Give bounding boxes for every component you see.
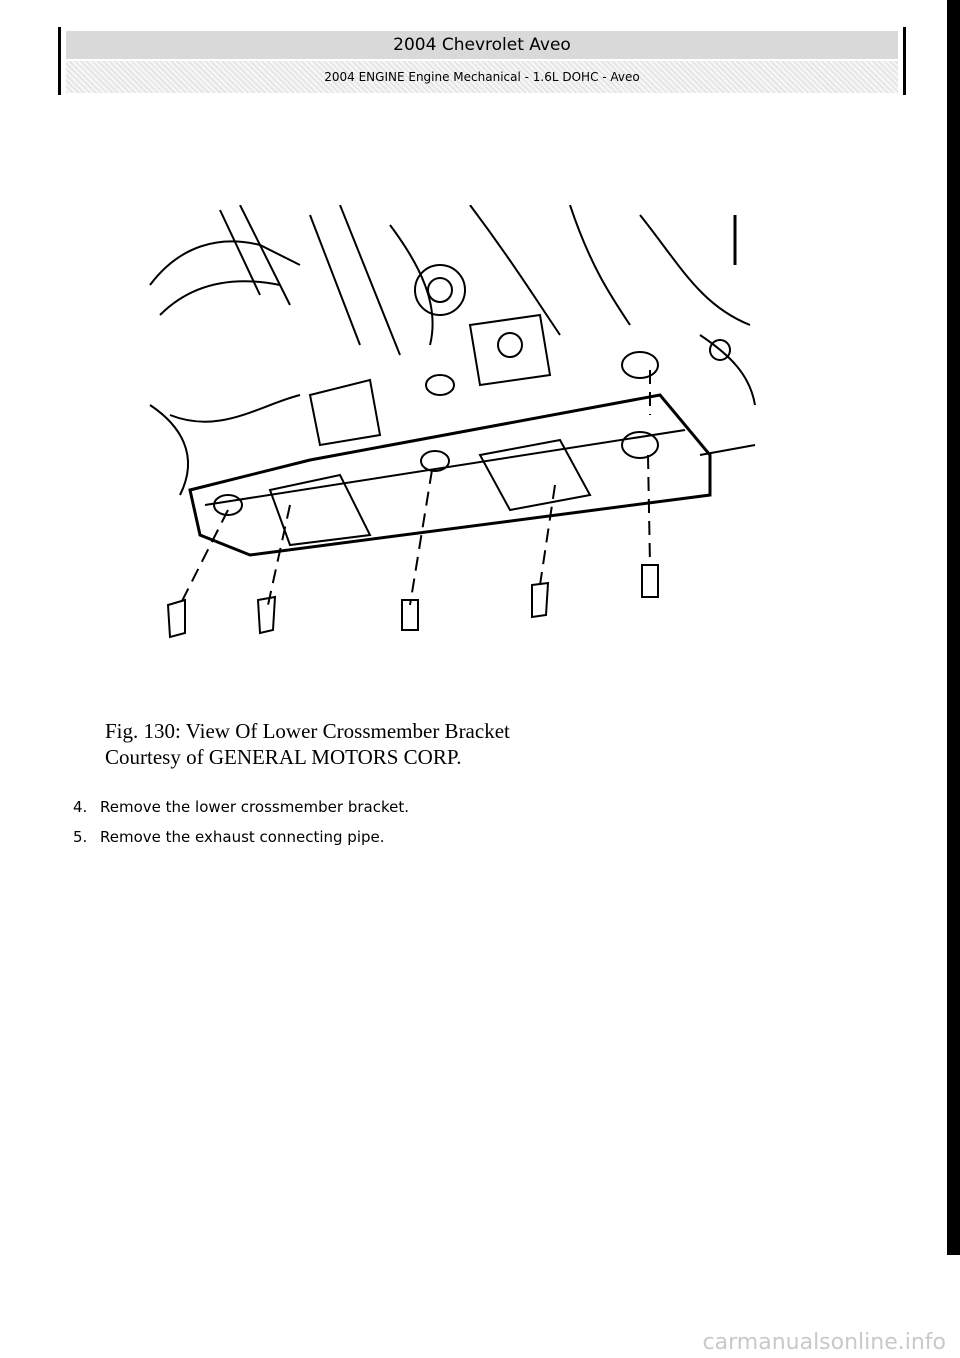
- figure-caption: [105, 718, 510, 770]
- step-item: [73, 792, 409, 822]
- step-text: Remove the exhaust connecting pipe.: [100, 828, 385, 846]
- header-right-rule: [903, 27, 906, 95]
- footer-watermark: carmanualsonline.info: [702, 1330, 946, 1355]
- page-header: [58, 27, 906, 95]
- header-title: 2004 Chevrolet Aveo: [66, 31, 898, 59]
- header-subtitle: 2004 ENGINE Engine Mechanical - 1.6L DOHC - Aveo: [66, 61, 898, 93]
- procedure-steps: [73, 792, 409, 852]
- header-left-rule: [58, 27, 61, 95]
- step-number: 4.: [73, 798, 88, 816]
- caption-courtesy: Courtesy of GENERAL MOTORS CORP.: [105, 745, 462, 769]
- step-number: 5.: [73, 828, 88, 846]
- step-item: [73, 822, 409, 852]
- crossmember-bracket-illustration: [140, 205, 760, 645]
- step-text: Remove the lower crossmember bracket.: [100, 798, 409, 816]
- page-edge-bar: [947, 0, 960, 1255]
- caption-title: Fig. 130: View Of Lower Crossmember Bracket: [105, 719, 510, 743]
